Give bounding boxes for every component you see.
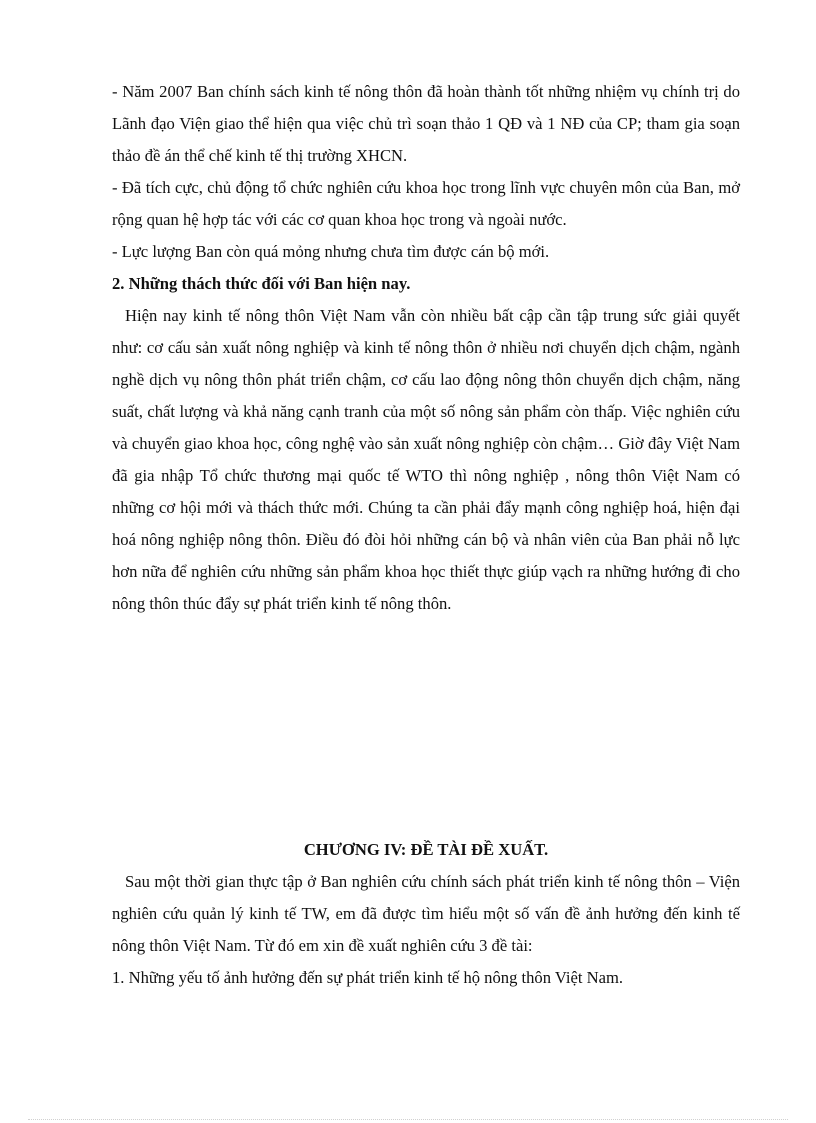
page-content (112, 76, 740, 994)
chapter-intro-paragraph: Sau một thời gian thực tập ở Ban nghiên cứu chính sách phát triển kinh tế nông thôn – Viện nghiên cứu quản lý kinh tế TW, em đã được tìm hiểu một số vấn đề ảnh hưởng đến kinh tế nông thôn Việt Nam. Từ đó em xin đề xuất nghiên cứu 3 đề tài: (112, 872, 740, 955)
blank-space (112, 620, 740, 834)
bullet-paragraph-1: - Năm 2007 Ban chính sách kinh tế nông thôn đã hoàn thành tốt những nhiệm vụ chính trị do Lãnh đạo Viện giao thể hiện qua việc chủ trì soạn thảo 1 QĐ và 1 NĐ của CP; tham gia soạn thảo đề án thể chế kinh tế thị trường XHCN. (112, 82, 740, 165)
bullet-paragraph-3: - Lực lượng Ban còn quá mỏng nhưng chưa tìm được cán bộ mới. (112, 242, 550, 261)
challenges-paragraph: Hiện nay kinh tế nông thôn Việt Nam vẫn còn nhiều bất cập cần tập trung sức giải quyết như: cơ cấu sản xuất nông nghiệp và kinh tế nông thôn ở nhiều nơi chuyển dịch chậm, ngành nghề dịch vụ nông thôn phát triển chậm, cơ cấu lao động nông thôn chuyển dịch chậm, năng suất, chất lượng và khả năng cạnh tranh của một số nông sản phẩm còn thấp. Việc nghiên cứu và chuyển giao khoa học, công nghệ vào sản xuất nông nghiệp còn chậm… Giờ đây Việt Nam đã gia nhập Tổ chức thương mại quốc tế WTO thì nông nghiệp , nông thôn Việt Nam có những cơ hội mới và thách thức mới. Chúng ta cần phải đẩy mạnh công nghiệp hoá, hiện đại hoá nông nghiệp nông thôn. Điều đó đòi hỏi những cán bộ và nhân viên của Ban phải nỗ lực hơn nữa để nghiên cứu những sản phẩm khoa học thiết thực giúp vạch ra những hướng đi cho nông thôn thúc đẩy sự phát triển kinh tế nông thôn. (112, 306, 740, 613)
bullet-paragraph-2: - Đã tích cực, chủ động tổ chức nghiên cứu khoa học trong lĩnh vực chuyên môn của Ban, mở rộng quan hệ hợp tác với các cơ quan khoa học trong và ngoài nước. (112, 178, 740, 229)
page-bottom-divider (28, 1119, 788, 1120)
topic-item-1: 1. Những yếu tố ảnh hưởng đến sự phát triển kinh tế hộ nông thôn Việt Nam. (112, 968, 623, 987)
section-heading-challenges: 2. Những thách thức đối với Ban hiện nay. (112, 274, 411, 293)
chapter-title: CHƯƠNG IV: ĐỀ TÀI ĐỀ XUẤT. (303, 840, 549, 859)
